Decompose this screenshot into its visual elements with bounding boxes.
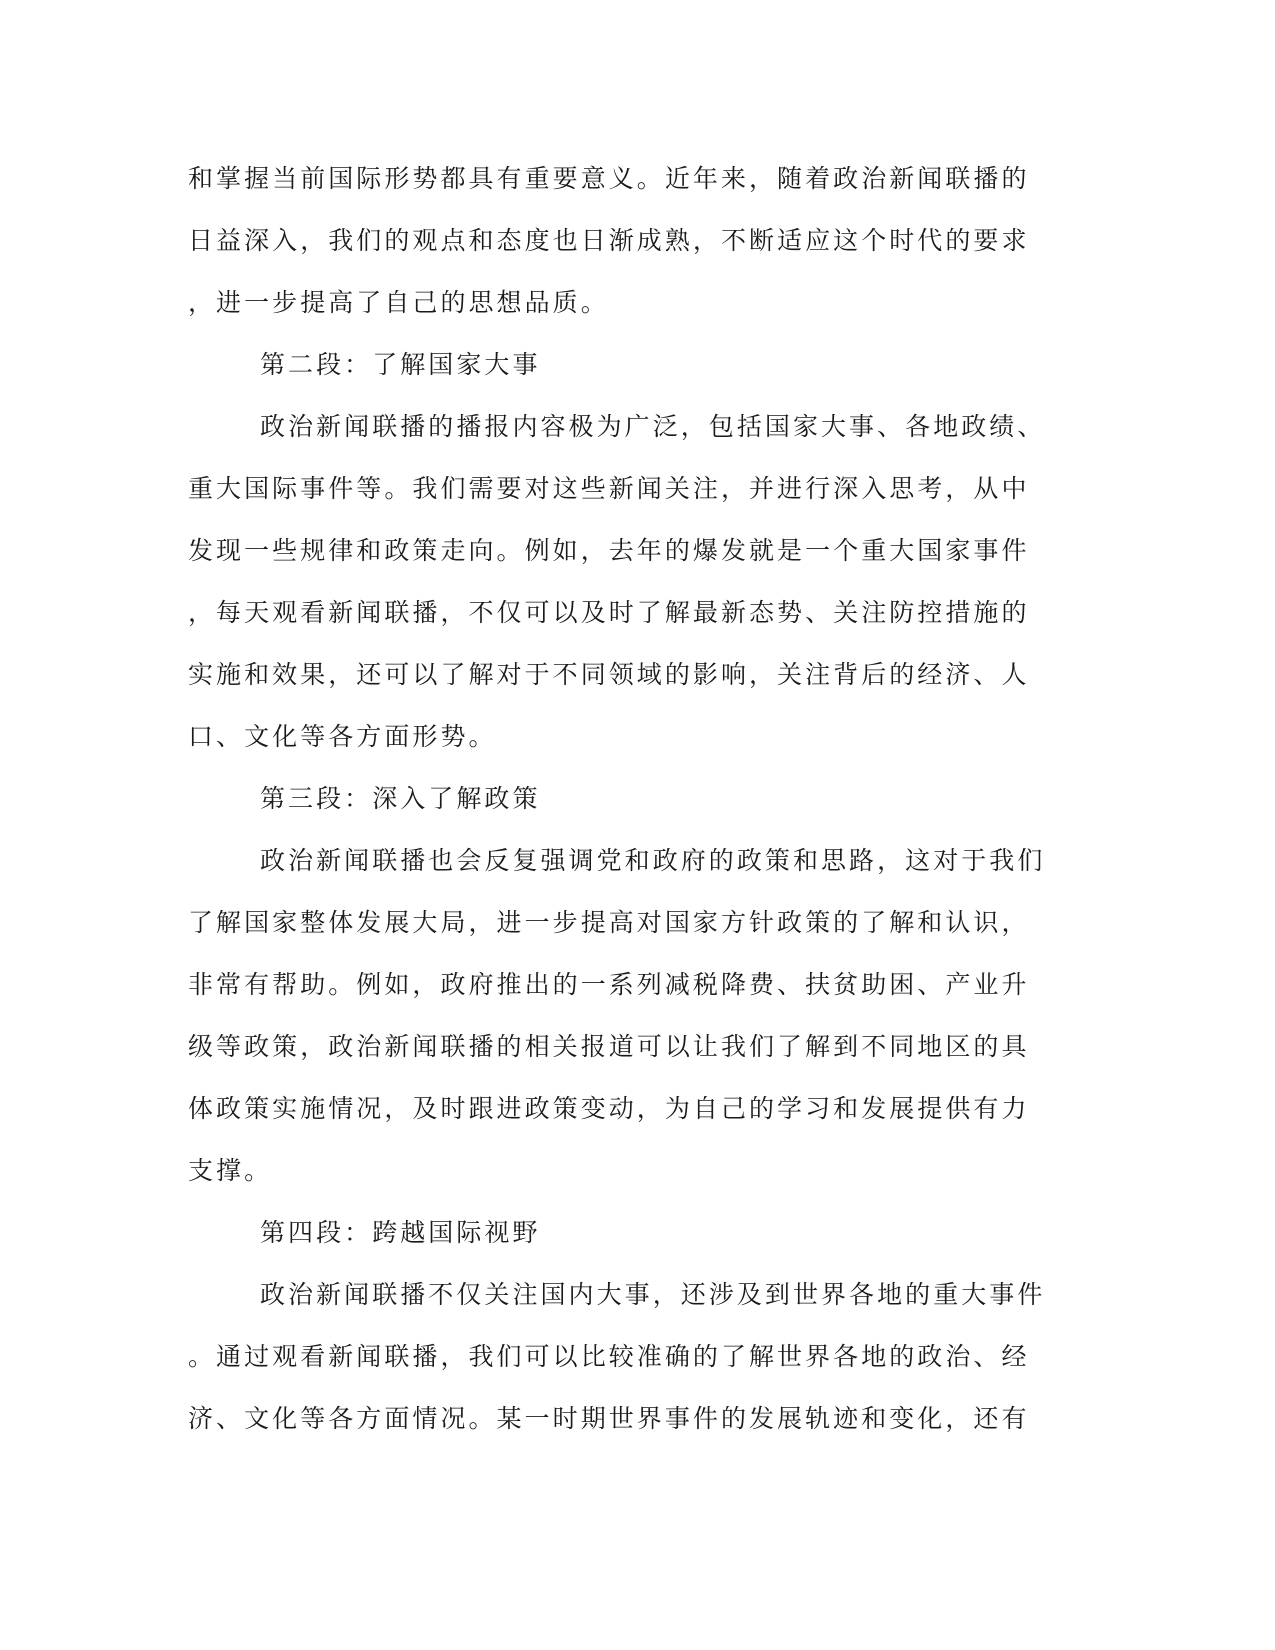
paragraph-line: 非常有帮助。例如，政府推出的一系列减税降费、扶贫助困、产业升 <box>188 970 1030 999</box>
paragraph-line: 实施和效果，还可以了解对于不同领域的影响，关注背后的经济、人 <box>188 660 1030 689</box>
paragraph-line: 政治新闻联播不仅关注国内大事，还涉及到世界各地的重大事件 <box>260 1280 1046 1309</box>
paragraph-line: 级等政策，政治新闻联播的相关报道可以让我们了解到不同地区的具 <box>188 1032 1030 1061</box>
paragraph-line: 体政策实施情况，及时跟进政策变动，为自己的学习和发展提供有力 <box>188 1094 1030 1123</box>
paragraph-line: ，每天观看新闻联播，不仅可以及时了解最新态势、关注防控措施的 <box>188 598 1030 627</box>
paragraph-line: 日益深入，我们的观点和态度也日渐成熟，不断适应这个时代的要求 <box>188 226 1030 255</box>
paragraph-line: 济、文化等各方面情况。某一时期世界事件的发展轨迹和变化，还有 <box>188 1404 1030 1433</box>
paragraph-line: ，进一步提高了自己的思想品质。 <box>188 288 609 317</box>
paragraph-line: 政治新闻联播的播报内容极为广泛，包括国家大事、各地政绩、 <box>260 412 1046 441</box>
section-heading-3: 第三段：深入了解政策 <box>260 784 541 813</box>
paragraph-line: 。通过观看新闻联播，我们可以比较准确的了解世界各地的政治、经 <box>188 1342 1030 1371</box>
paragraph-line: 了解国家整体发展大局，进一步提高对国家方针政策的了解和认识， <box>188 908 1030 937</box>
paragraph-line: 发现一些规律和政策走向。例如，去年的爆发就是一个重大国家事件 <box>188 536 1030 565</box>
paragraph-line: 口、文化等各方面形势。 <box>188 722 497 751</box>
paragraph-line: 重大国际事件等。我们需要对这些新闻关注，并进行深入思考，从中 <box>188 474 1030 503</box>
section-heading-4: 第四段：跨越国际视野 <box>260 1218 541 1247</box>
paragraph-line: 支撑。 <box>188 1156 273 1185</box>
paragraph-line: 政治新闻联播也会反复强调党和政府的政策和思路，这对于我们 <box>260 846 1046 875</box>
section-heading-2: 第二段：了解国家大事 <box>260 350 541 379</box>
paragraph-line: 和掌握当前国际形势都具有重要意义。近年来，随着政治新闻联播的 <box>188 164 1030 193</box>
